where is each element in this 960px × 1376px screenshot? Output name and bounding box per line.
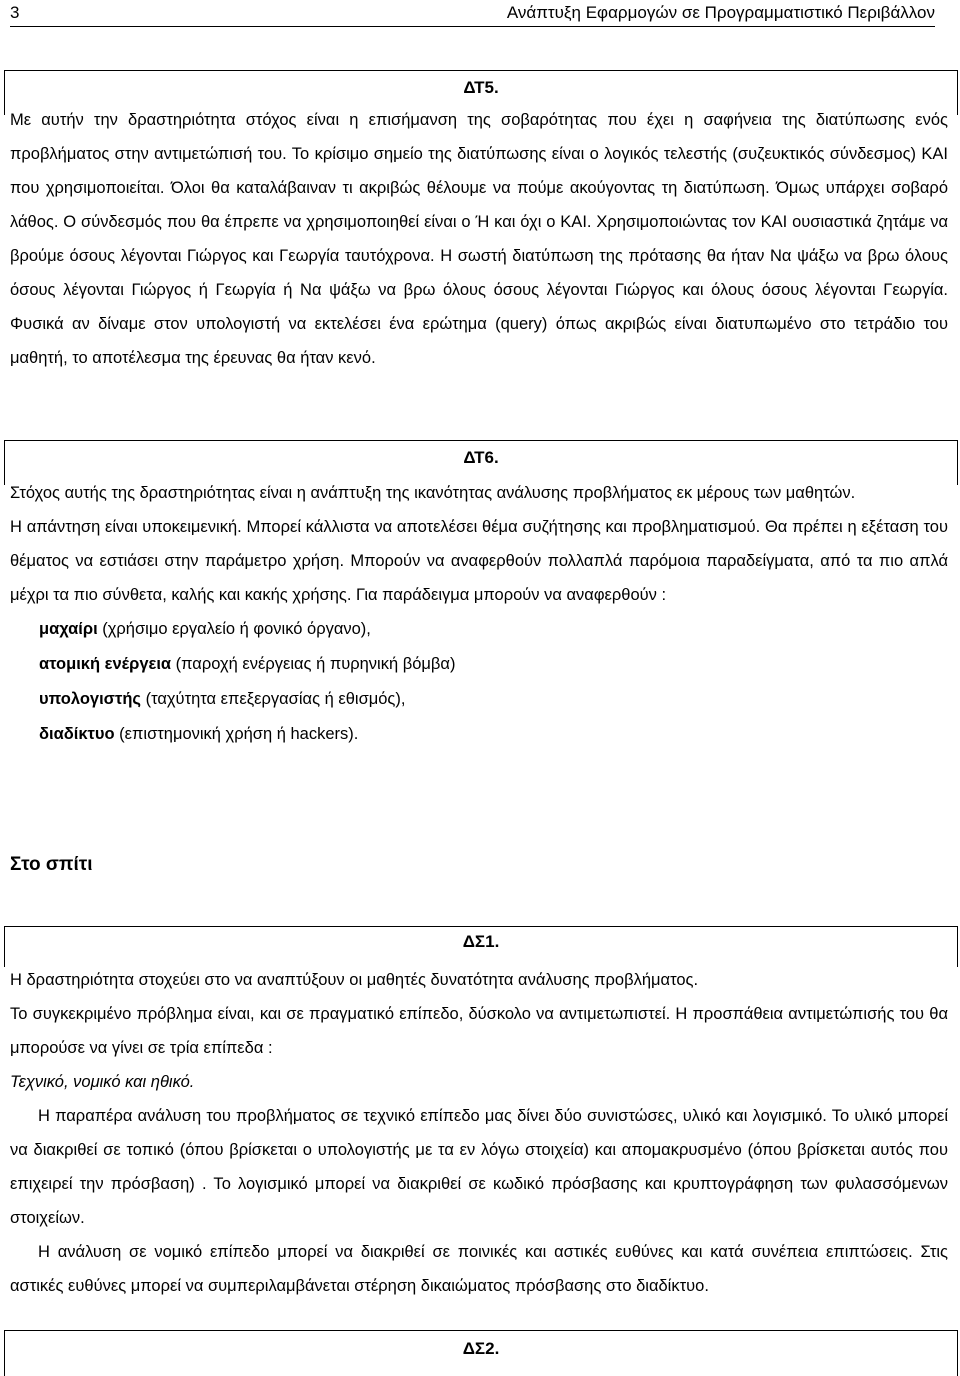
t5-title: ΔΤ5. bbox=[463, 78, 499, 97]
t6-examples bbox=[10, 612, 948, 752]
t5-section bbox=[10, 103, 948, 375]
example-term: μαχαίρι bbox=[39, 620, 98, 638]
running-title: Ανάπτυξη Εφαρμογών σε Προγραμματιστικό Περιβάλλον bbox=[506, 3, 935, 22]
t6-section bbox=[10, 476, 948, 752]
s1-para4: Η ανάλυση σε νομικό επίπεδο μπορεί να διακριθεί σε ποινικές και αστικές ευθύνες και κατά συνέπεια επιπτώσεις. Στις αστικές ευθύνες μπορεί να συμπεριλαμβάνεται στέρηση δικαιώματος πρόσβασης στο διαδίκτυο. bbox=[10, 1243, 948, 1295]
s2-title: ΔΣ2. bbox=[462, 1339, 500, 1358]
s1-box bbox=[4, 926, 958, 967]
example-item bbox=[39, 612, 948, 647]
s1-para3: Η παραπέρα ανάλυση του προβλήματος σε τεχνικό επίπεδο μας δίνει δύο συνιστώσες, υλικό και λογισμικό. Το υλικό μπορεί να διακριθεί σε τοπικό (όπου βρίσκεται ο υπολογιστής με τα εν λόγω στοιχεία) και απομακρυσμένο (όπου βρίσκεται αυτός που επιχειρεί την πρόσβαση) . Το λογισμικό μπορεί να διακριθεί σε κωδικό πρόσβασης και κρυπτογράφηση των φυλασσόμενων στοιχείων. bbox=[10, 1107, 948, 1227]
s1-para2: Το συγκεκριμένο πρόβλημα είναι, και σε πραγματικό επίπεδο, δύσκολο να αντιμετωπιστεί. Η προσπάθεια αντιμετώπισής του θα μπορούσε να γίνει σε τρία επίπεδα : bbox=[10, 1005, 948, 1057]
page-number: 3 bbox=[10, 3, 20, 22]
example-item bbox=[39, 717, 948, 752]
page-header bbox=[10, 0, 935, 27]
example-desc: (παροχή ενέργειας ή πυρηνική βόμβα) bbox=[171, 655, 456, 673]
example-term: διαδίκτυο bbox=[39, 725, 115, 743]
s2-box bbox=[4, 1330, 958, 1376]
example-desc: (επιστημονική χρήση ή hackers). bbox=[114, 725, 359, 743]
s1-para1: Η δραστηριότητα στοχεύει στο να αναπτύξουν οι μαθητές δυνατότητα ανάλυσης προβλήματος. bbox=[10, 971, 699, 989]
example-term: ατομική ενέργεια bbox=[39, 655, 172, 673]
example-item bbox=[39, 682, 948, 717]
example-term: υπολογιστής bbox=[39, 690, 141, 708]
t6-para1: Στόχος αυτής της δραστηριότητας είναι η ανάπτυξη της ικανότητας ανάλυσης προβλήματος εκ μέρους των μαθητών. bbox=[10, 484, 856, 502]
s1-title: ΔΣ1. bbox=[462, 932, 500, 951]
example-desc: (ταχύτητα επεξεργασίας ή εθισμός), bbox=[140, 690, 406, 708]
example-desc: (χρήσιμο εργαλείο ή φονικό όργανο), bbox=[97, 620, 371, 638]
t5-text: Με αυτήν την δραστηριότητα στόχος είναι η επισήμανση της σοβαρότητας που έχει η σαφήνεια της διατύπωσης ενός προβλήματος στην αντιμετώπισή του. Το κρίσιμο σημείο της διατύπωσης είναι ο λογικός τελεστής (συζευκτικός σύνδεσμος) ΚΑΙ που χρησιμοποιείται. Όλοι θα καταλάβαιναν τι ακριβώς θέλουμε να πούμε ακούγοντας τη διατύπωση. Όμως υπάρχει σοβαρό λάθος. Ο σύνδεσμός που θα έπρεπε να χρησιμοποιηθεί είναι ο Ή και όχι ο ΚΑΙ. Χρησιμοποιώντας τον ΚΑΙ ουσιαστικά ζητάμε να βρούμε όσους λέγονται Γιώργος και Γεωργία ταυτόχρονα. Η σωστή διατύπωση της πρότασης θα ήταν Να ψάξω να βρω όλους όσους λέγονται Γιώργος ή Γεωργία ή Να ψάξω να βρω όλους όσους λέγονται Γιώργος και όλους όσους λέγονται Γεωργία. Φυσικά αν δίναμε στον υπολογιστή να εκτελέσει ένα ερώτημα (query) όπως ακριβώς είναι διατυπωμένο στο τετράδιο του μαθητή, το αποτέλεσμα της έρευνας θα ήταν κενό. bbox=[10, 111, 948, 367]
example-item bbox=[39, 647, 948, 682]
home-heading: Στο σπίτι bbox=[10, 854, 93, 875]
t6-title: ΔΤ6. bbox=[463, 448, 499, 467]
s1-section bbox=[10, 963, 948, 1303]
t6-para2: Η απάντηση είναι υποκειμενική. Μπορεί κάλλιστα να αποτελέσει θέμα συζήτησης και προβληματισμού. Θα πρέπει η εξέταση του θέματος να εστιάσει στην παράμετρο χρήση. Μπορούν να αναφερθούν πολλαπλά παρόμοια παραδείγματα, από τα πιο απλά μέχρι τα πιο σύνθετα, καλής και κακής χρήσης. Για παράδειγμα μπορούν να αναφερθούν : bbox=[10, 518, 948, 604]
s1-levels: Τεχνικό, νομικό και ηθικό. bbox=[10, 1073, 195, 1091]
